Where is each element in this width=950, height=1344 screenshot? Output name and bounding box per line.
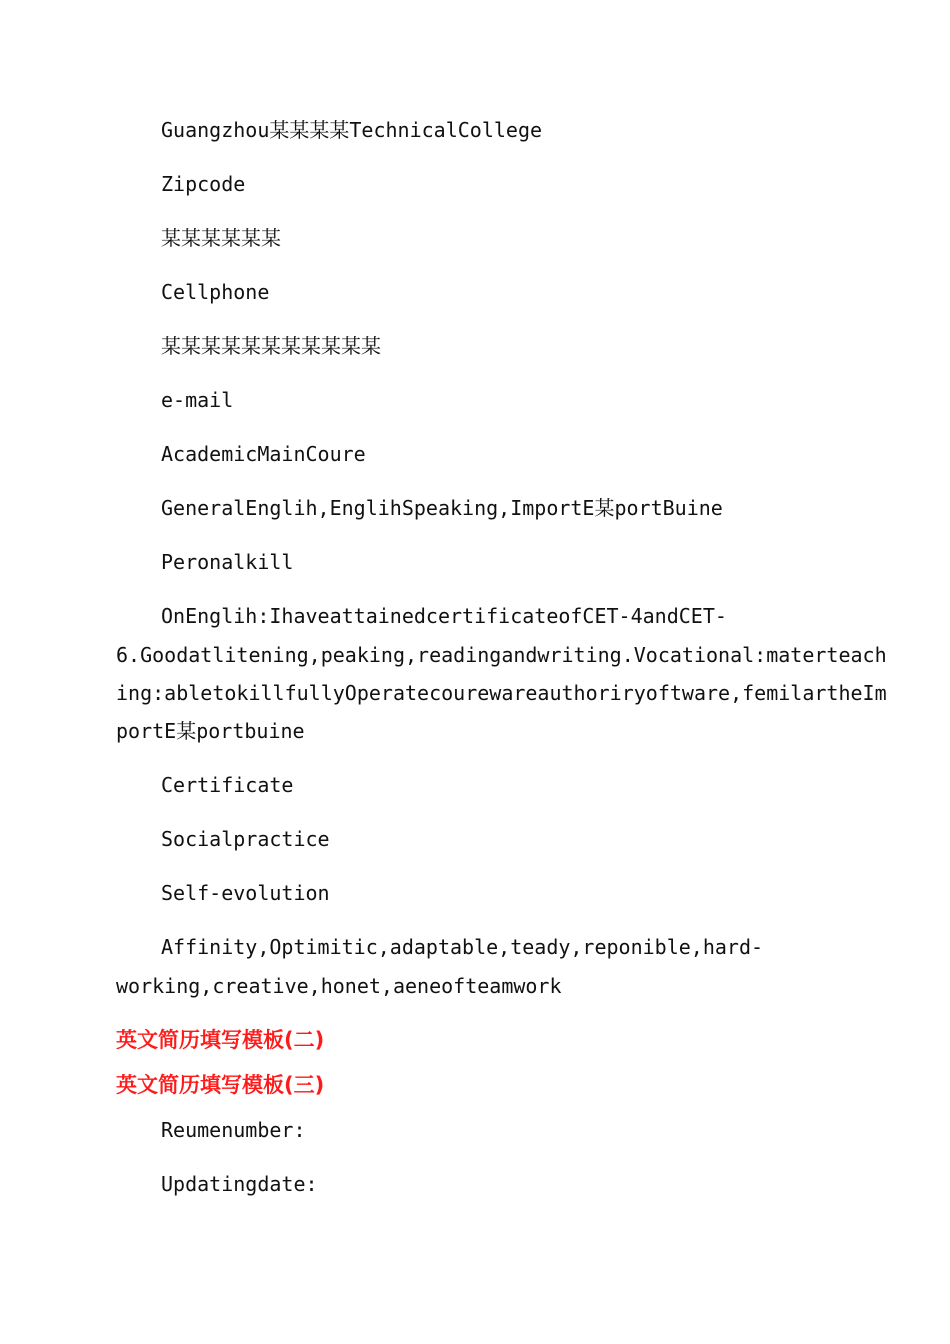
skills-paragraph-line-3: ing:abletokillfullyOperatecourewareauthoriryoftware,femilartheIm [116,681,887,705]
skills-paragraph-line-1: OnEnglih:IhaveattainedcertificateofCET-4andCET- [161,604,727,628]
heading-template-three: 英文简历填写模板(三) [116,1073,325,1097]
zipcode-value: 某某某某某某 [161,226,281,250]
skills-paragraph-line-4: portE某portbuine [116,719,305,743]
traits-paragraph-line-1: Affinity,Optimitic,adaptable,teady,reponible,hard- [161,935,764,959]
skills-paragraph-line-2: 6.Goodatlitening,peaking,readingandwriting.Vocational:materteach [116,643,887,667]
resume-number-label: Reumenumber: [161,1118,306,1142]
self-evaluation-label: Self-evolution [161,881,330,905]
traits-paragraph-line-2: working,creative,honet,aeneofteamwork [116,974,562,998]
cellphone-value: 某某某某某某某某某某某 [161,334,381,358]
academic-courses-value: GeneralEnglih,EnglihSpeaking,ImportE某portBuine [161,496,723,520]
updating-date-label: Updatingdate: [161,1172,318,1196]
academic-courses-label: AcademicMainCoure [161,442,366,466]
personal-skills-label: Peronalkill [161,550,294,574]
cellphone-label: Cellphone [161,280,270,304]
email-label: e-mail [161,388,234,412]
heading-template-two: 英文简历填写模板(二) [116,1028,325,1052]
social-practice-label: Socialpractice [161,827,330,851]
zipcode-label: Zipcode [161,172,246,196]
certificate-label: Certificate [161,773,294,797]
school-line: Guangzhou某某某某TechnicalCollege [161,118,543,142]
